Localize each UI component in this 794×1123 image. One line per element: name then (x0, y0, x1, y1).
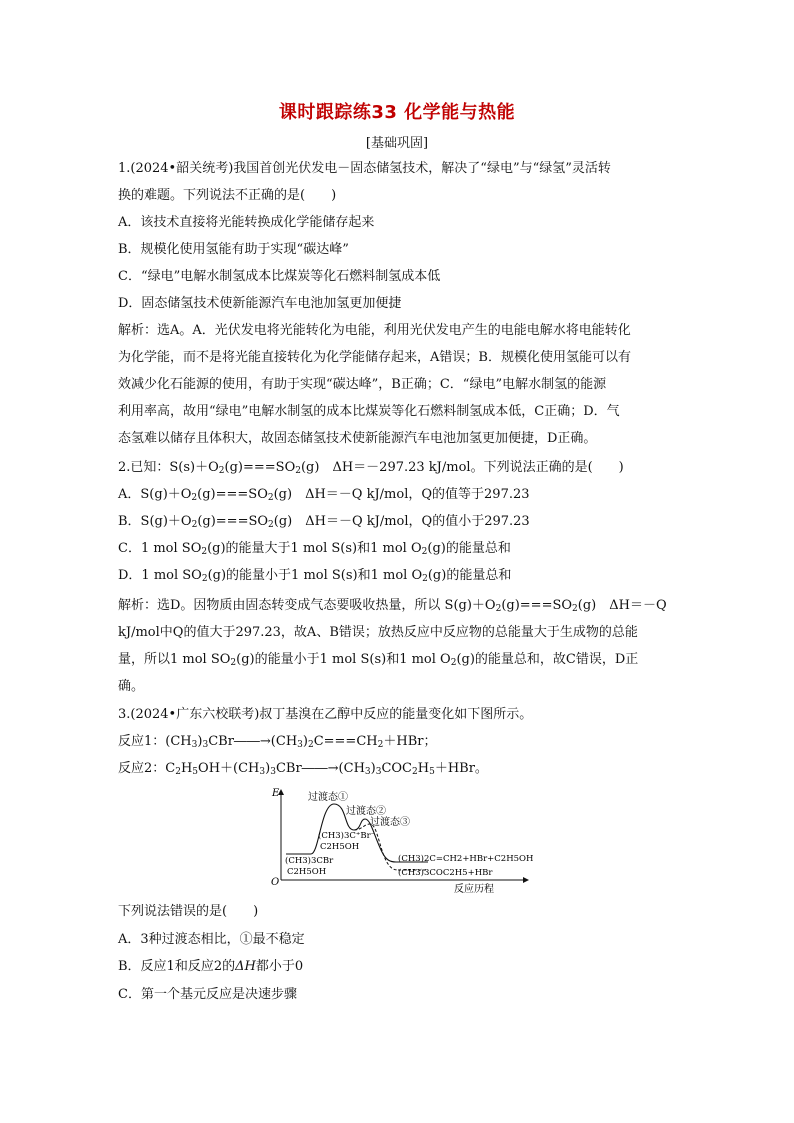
origin-label: O (271, 877, 280, 888)
q2-option-a: A．$S(g)+O_2(g)===SO_2(g)$ ΔH＝－Q kJ/mol，Q的值等于297.23 (118, 487, 530, 503)
q3-option-b: B．反应1和反应2的ΔH都小于0 (118, 959, 304, 974)
q3-reaction-1: 反应1：$(CH_3)_3CBr――\to(CH_3)_2C===CH_2+HBr$； (118, 734, 437, 750)
q3-reaction-2: 反应2：$C_2H_5OH+(CH_3)_3CBr――\to(CH_3)_3COC_2H_5+HBr$。 (118, 761, 488, 777)
intermediate-label-2: C2H5OH (320, 842, 360, 852)
q2-analysis-line-1: 解析：选D。因物质由固态转变成气态要吸收热量，所以 $S(g)+O_2(g)===SO_2(g)$ ΔH＝－Q (118, 598, 667, 614)
reactant-label-2: C2H5OH (287, 867, 327, 877)
q1-option-d: D．固态储氢技术使新能源汽车电池加氢更加便捷 (118, 296, 402, 311)
q1-analysis-line-4: 利用率高，故用“绿电”电解水制氢的成本比煤炭等化石燃料制氢成本低，C正确；D．气 (118, 404, 620, 419)
q3-stem: 3.(2024•广东六校联考)叔丁基溴在乙醇中反应的能量变化如下图所示。 (118, 707, 533, 722)
intermediate-label: (CH3)3C⁺Br⁻ (318, 831, 376, 841)
q1-option-a: A．该技术直接将光能转换成化学能储存起来 (118, 215, 375, 230)
q2-option-b: B．$S(g)+O_2(g)===SO_2(g)$ ΔH＝－Q kJ/mol，Q的值小于297.23 (118, 514, 530, 530)
energy-profile-diagram (266, 786, 536, 898)
q2-option-d: D．1 mol $SO_2(g)$的能量小于1 mol S(s)和1 mol $O_2(g)$的能量总和 (118, 568, 512, 584)
transition-state-1-label: 过渡态① (308, 792, 348, 803)
reactant-label-1: (CH3)3CBr (285, 856, 334, 866)
q3-question: 下列说法错误的是( ) (118, 904, 259, 919)
q1-stem-line-2: 换的难题。下列说法不正确的是( ) (118, 188, 337, 203)
q2-option-c: C．1 mol $SO_2(g)$的能量大于1 mol S(s)和1 mol $O_2(g)$的能量总和 (118, 541, 511, 557)
y-axis-label: E (272, 788, 280, 799)
q1-stem-line-1: 1.(2024•韶关统考)我国首创光伏发电－固态储氢技术，解决了“绿电”与“绿氢”灵活转 (118, 161, 611, 176)
product-label-2: (CH3)3COC2H5+HBr (398, 868, 493, 878)
transition-state-2-label: 过渡态② (346, 806, 386, 817)
transition-state-3-label: 过渡态③ (370, 817, 410, 828)
q1-analysis-line-3: 效减少化石能源的使用，有助于实现“碳达峰”，B正确；C．“绿电”电解水制氢的能源 (118, 377, 607, 392)
section-heading: [基础巩固] (365, 136, 429, 151)
q2-analysis-line-2: kJ/mol中Q的值大于297.23，故A、B错误；放热反应中反应物的总能量大于生成物的总能 (118, 625, 638, 640)
q1-analysis-line-5: 态氢难以储存且体积大，故固态储氢技术使新能源汽车电池加氢更加便捷，D正确。 (118, 431, 597, 446)
page-title: 课时跟踪练33 化学能与热能 (278, 102, 516, 123)
q1-analysis-line-2: 为化学能，而不是将光能直接转化为化学能储存起来，A错误；B．规模化使用氢能可以有 (118, 350, 631, 365)
x-axis-label: 反应历程 (454, 884, 494, 895)
q2-analysis-line-3: 量，所以1 mol $SO_2(g)$的能量小于1 mol S(s)和1 mol $O_2(g)$的能量总和，故C错误，D正 (118, 652, 639, 668)
q3-option-a: A．3种过渡态相比，①最不稳定 (118, 932, 305, 947)
product-label-1: (CH3)2C=CH2+HBr+C2H5OH (398, 854, 534, 864)
q2-analysis-line-4: 确。 (118, 679, 145, 694)
q1-analysis-line-1: 解析：选A。A．光伏发电将光能转化为电能，利用光伏发电产生的电能电解水将电能转化 (118, 323, 631, 338)
q3-option-c: C．第一个基元反应是决速步骤 (118, 987, 297, 1002)
q1-option-c: C．“绿电”电解水制氢成本比煤炭等化石燃料制氢成本低 (118, 269, 441, 284)
q1-option-b: B．规模化使用氢能有助于实现“碳达峰” (118, 242, 349, 257)
q2-stem: 2.已知：$S(s)+O_2(g)===SO_2(g)$ ΔH＝－297.23 kJ/mol。下列说法正确的是( ) (118, 460, 624, 476)
